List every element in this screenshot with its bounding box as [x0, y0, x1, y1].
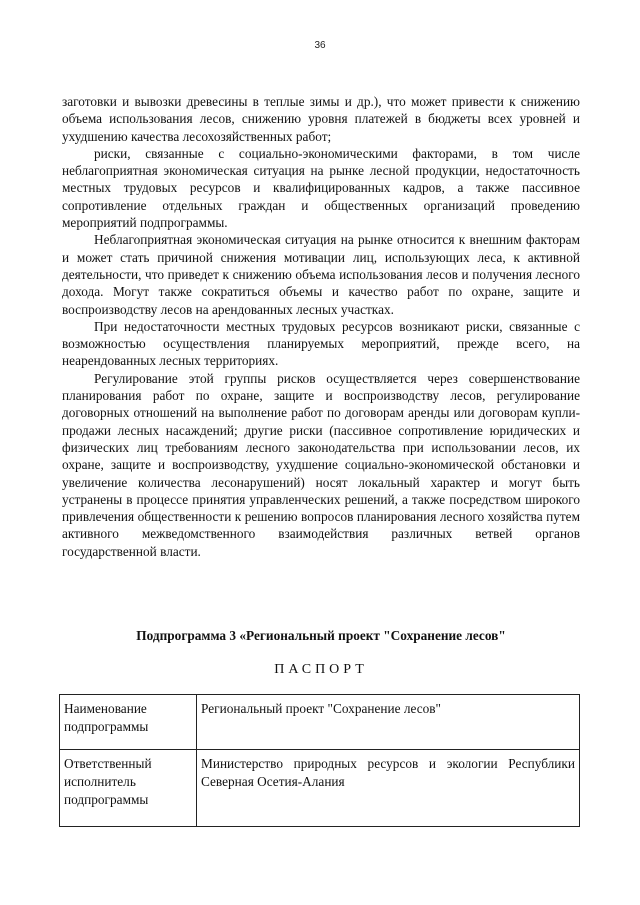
- paragraph: риски, связанные с социально-экономическими факторами, в том числе неблагоприятная экономическая ситуация на рынке лесной продукции, недостаточность местных трудовых ресурсов и квалифицированных кадров, а также пассивное сопротивление отдельных граждан и общественных организаций проведению мероприятий подпрограммы.: [62, 145, 580, 231]
- paragraph: Регулирование этой группы рисков осуществляется через совершенствование планирования работ по охране, защите и воспроизводству лесов, регулирование договорных отношений на выполнение работ по договорам аренды или договорам купли-продажи лесных насаждений; другие риски (пассивное сопротивление юридических и физических лиц требованиям лесного законодательства при использовании лесов, их охране, защите и воспроизводству, ухудшение социально-экономической обстановки и увеличение количества лесонарушений) носят локальный характер и могут быть устранены в процессе принятия управленческих решений, а также посредством широкого привлечения общественности к решению вопросов планирования лесного хозяйства путем активного межведомственного взаимодействия различных ветвей органов государственной власти.: [62, 370, 580, 559]
- passport-value: Министерство природных ресурсов и экологии Республики Северная Осетия-Алания: [197, 750, 580, 827]
- page-number: 36: [314, 40, 326, 51]
- passport-table: [59, 694, 580, 827]
- paragraph: При недостаточности местных трудовых ресурсов возникают риски, связанные с возможностью осуществления планируемых мероприятий, прежде всего, на неарендованных лесных территориях.: [62, 318, 580, 369]
- passport-value: Региональный проект "Сохранение лесов": [197, 695, 580, 750]
- passport-label: Наименование подпрограммы: [60, 695, 197, 750]
- paragraph: Неблагоприятная экономическая ситуация на рынке относится к внешним факторам и может стать причиной снижения мотивации лиц, использующих леса, к активной деятельности, что приведет к снижению объема использования лесов и получения лесного дохода. Могут также сократиться объемы и качество работ по охране, защите и воспроизводству лесов на арендованных лесных участках.: [62, 232, 580, 317]
- subprogram-title: Подпрограмма 3 «Региональный проект "Сохранение лесов": [136, 628, 506, 643]
- paragraph: заготовки и вывозки древесины в теплые зимы и др.), что может привести к снижению объема использования лесов, снижению уровня платежей в бюджеты всех уровней и ухудшению качества лесохозяйственных работ;: [62, 94, 580, 144]
- passport-title: ПАСПОРТ: [274, 662, 368, 677]
- body-text: [62, 93, 580, 560]
- passport-label: Ответственный исполнитель подпрограммы: [60, 750, 197, 827]
- table-row: [60, 695, 580, 750]
- table-row: [60, 750, 580, 827]
